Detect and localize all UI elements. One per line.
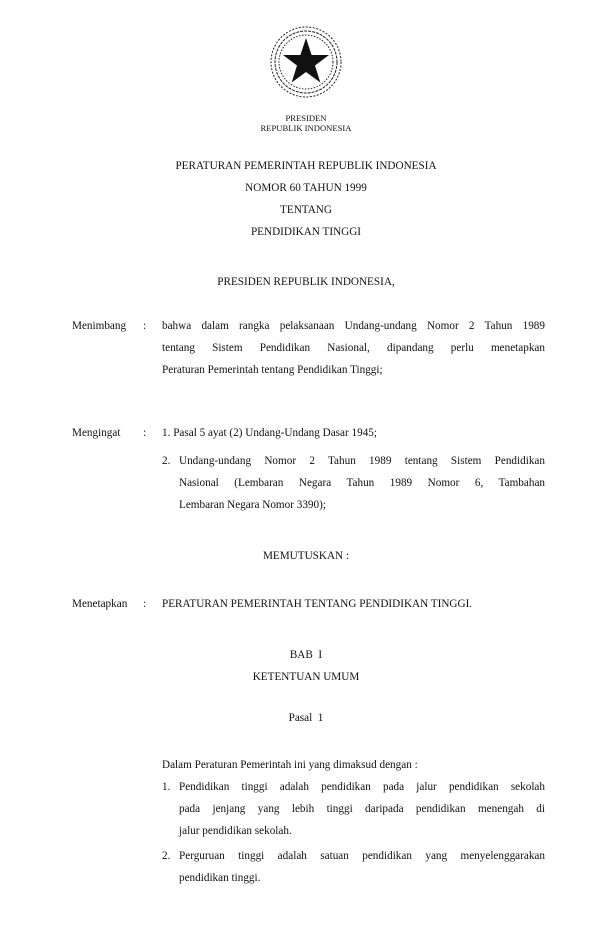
mengingat-label: Mengingat xyxy=(72,427,121,439)
definition-line: Pendidikan tinggi adalah pendidikan pada jalur pendidikan sekolah xyxy=(179,781,545,793)
preamble: PRESIDEN REPUBLIK INDONESIA, xyxy=(217,276,395,288)
definition-number: 2. xyxy=(162,850,171,862)
mengingat-item-2-number: 2. xyxy=(162,455,171,467)
memutuskan: MEMUTUSKAN : xyxy=(262,550,350,562)
menetapkan-label: Menetapkan xyxy=(72,598,128,610)
mengingat-item-2-line: Lembaran Negara Nomor 3390); xyxy=(179,499,326,511)
title-line-4: PENDIDIKAN TINGGI xyxy=(250,226,362,238)
menimbang-line: Peraturan Pemerintah tentang Pendidikan Tinggi; xyxy=(162,364,383,376)
definition-line: pada jenjang yang lebih tinggi daripada pendidikan menengah di xyxy=(179,803,545,815)
star-wreath-emblem-icon xyxy=(268,24,344,100)
menimbang-colon: : xyxy=(143,320,147,332)
pasal-title: Pasal 1 xyxy=(288,712,324,724)
mengingat-item-2-line: Nasional (Lembaran Negara Tahun 1989 Nomor 6, Tambahan xyxy=(179,477,545,489)
menimbang-line: tentang Sistem Pendidikan Nasional, dipandang perlu menetapkan xyxy=(162,342,545,354)
mengingat-item-2-line: Undang-undang Nomor 2 Tahun 1989 tentang Sistem Pendidikan xyxy=(179,455,545,467)
bab-title: BAB I xyxy=(289,649,323,661)
header-republik-indonesia: REPUBLIK INDONESIA xyxy=(260,123,352,133)
definition-number: 1. xyxy=(162,781,171,793)
menetapkan-colon: : xyxy=(143,598,147,610)
definition-line: pendidikan tinggi. xyxy=(179,872,261,884)
definition-line: Perguruan tinggi adalah satuan pendidikan yang menyelenggarakan xyxy=(179,850,545,862)
title-line-1: PERATURAN PEMERINTAH REPUBLIK INDONESIA xyxy=(175,160,437,172)
pasal-intro: Dalam Peraturan Pemerintah ini yang dimaksud dengan : xyxy=(162,759,418,771)
mengingat-colon: : xyxy=(143,427,147,439)
title-line-3: TENTANG xyxy=(280,204,332,216)
menetapkan-text: PERATURAN PEMERINTAH TENTANG PENDIDIKAN TINGGI. xyxy=(162,598,473,610)
bab-subtitle: KETENTUAN UMUM xyxy=(252,671,360,683)
menimbang-line: bahwa dalam rangka pelaksanaan Undang-undang Nomor 2 Tahun 1989 xyxy=(162,320,545,332)
mengingat-item-1: 1. Pasal 5 ayat (2) Undang-Undang Dasar 1945; xyxy=(162,427,377,439)
title-line-2: NOMOR 60 TAHUN 1999 xyxy=(245,182,367,194)
definition-line: jalur pendidikan sekolah. xyxy=(179,825,292,837)
menimbang-label: Menimbang xyxy=(72,320,127,332)
header-presiden: PRESIDEN xyxy=(285,113,327,123)
